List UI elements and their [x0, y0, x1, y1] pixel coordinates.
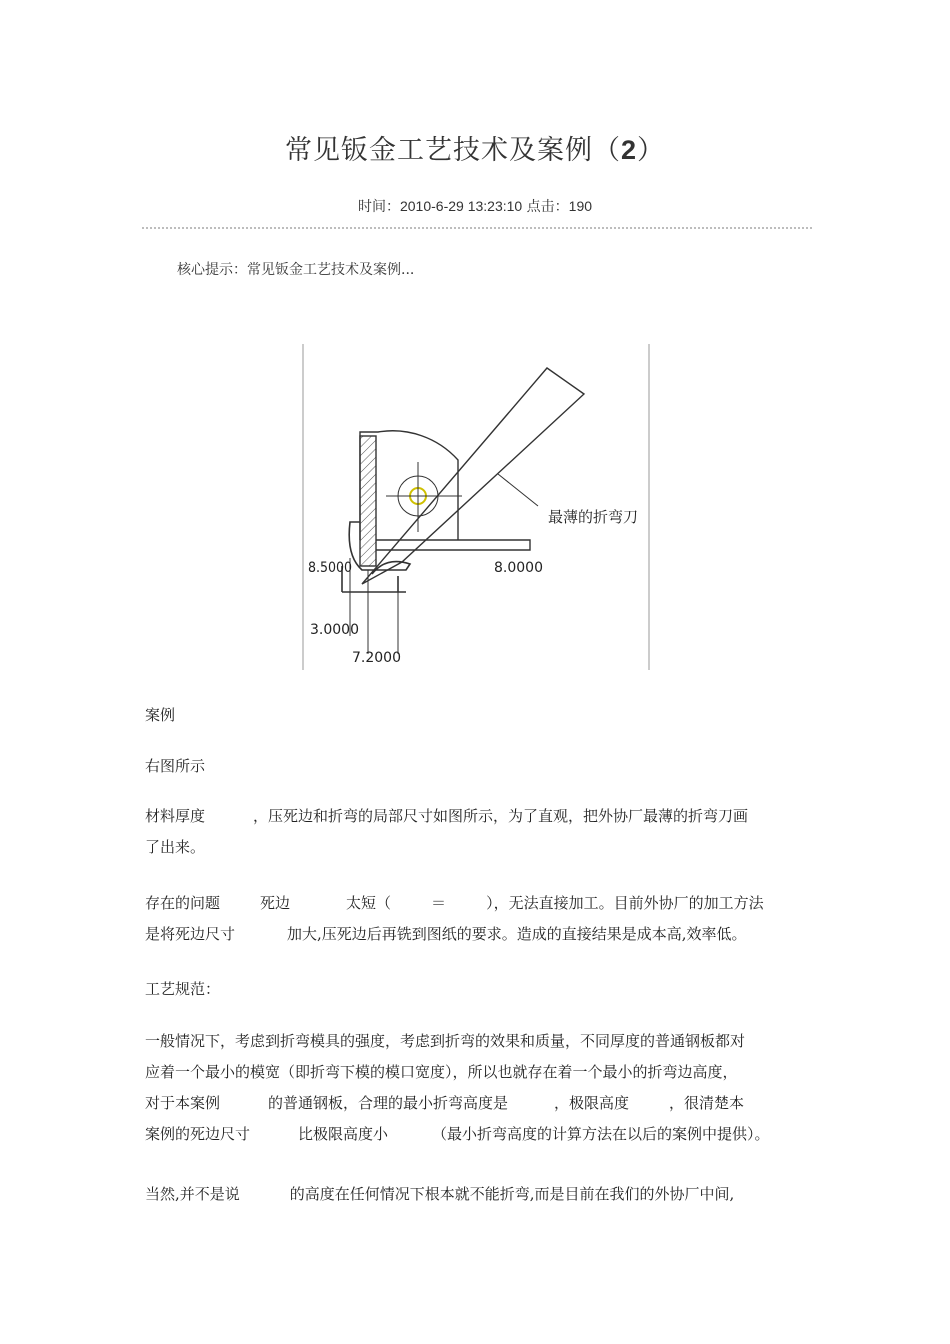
clicks-label: 点击： [526, 199, 569, 215]
bending-diagram [302, 344, 650, 672]
dimension-label-3-0: 3.0000 [310, 622, 359, 638]
dimension-label-8-0: 8.0000 [494, 560, 543, 576]
tool-label: 最薄的折弯刀 [548, 508, 639, 526]
die-block [360, 431, 530, 566]
center-mark [386, 462, 538, 532]
article-title: 常见钣金工艺技术及案例（2） [284, 135, 666, 166]
core-hint: 核心提示：常见钣金工艺技术及案例... [177, 262, 415, 278]
clicks-value: 190 [568, 198, 593, 214]
paragraph-note: 当然,并不是说 的高度在任何情况下根本就不能折弯,而是目前在我们的外协厂中间, [145, 1185, 735, 1203]
bending-tool [362, 368, 584, 584]
paragraph-figure-ref: 右图所示 [145, 757, 206, 775]
paragraph-problem: 存在的问题 死边 太短（ ＝ ），无法直接加工。目前外协厂的加工方法 是将死边尺寸 加大,压死边后再铣到图纸的要求。造成的直接结果是成本高,效率低。 [145, 894, 764, 943]
article-meta [0, 196, 950, 216]
time-label: 时间： [357, 199, 400, 215]
paragraph-spec: 一般情况下，考虑到折弯模具的强度，考虑到折弯的效果和质量，不同厚度的普通钢板都对 应着一个最小的模宽（即折弯下模的模口宽度），所以也就存在着一个最小的折弯边高度， 对于本案例 的普通钢板，合理的最小折弯高度是 ，极限高度 ，很清楚本 案例的死边尺寸 比极限高度小 （最小折弯高度的计算方法在以后的案例中提供）。 [145, 1032, 770, 1143]
dimension-label-8-5: 8.5000 [308, 560, 353, 576]
paragraph-case: 案例 [145, 706, 176, 724]
paragraph-spec-heading: 工艺规范： [145, 980, 221, 998]
divider [142, 227, 812, 229]
dimension-label-7-2: 7.2000 [352, 650, 401, 666]
paragraph-material: 材料厚度 ，压死边和折弯的局部尺寸如图所示，为了直观，把外协厂最薄的折弯刀画 了出来。 [145, 807, 749, 856]
time-value: 2010-6-29 13:23:10 [399, 198, 523, 214]
